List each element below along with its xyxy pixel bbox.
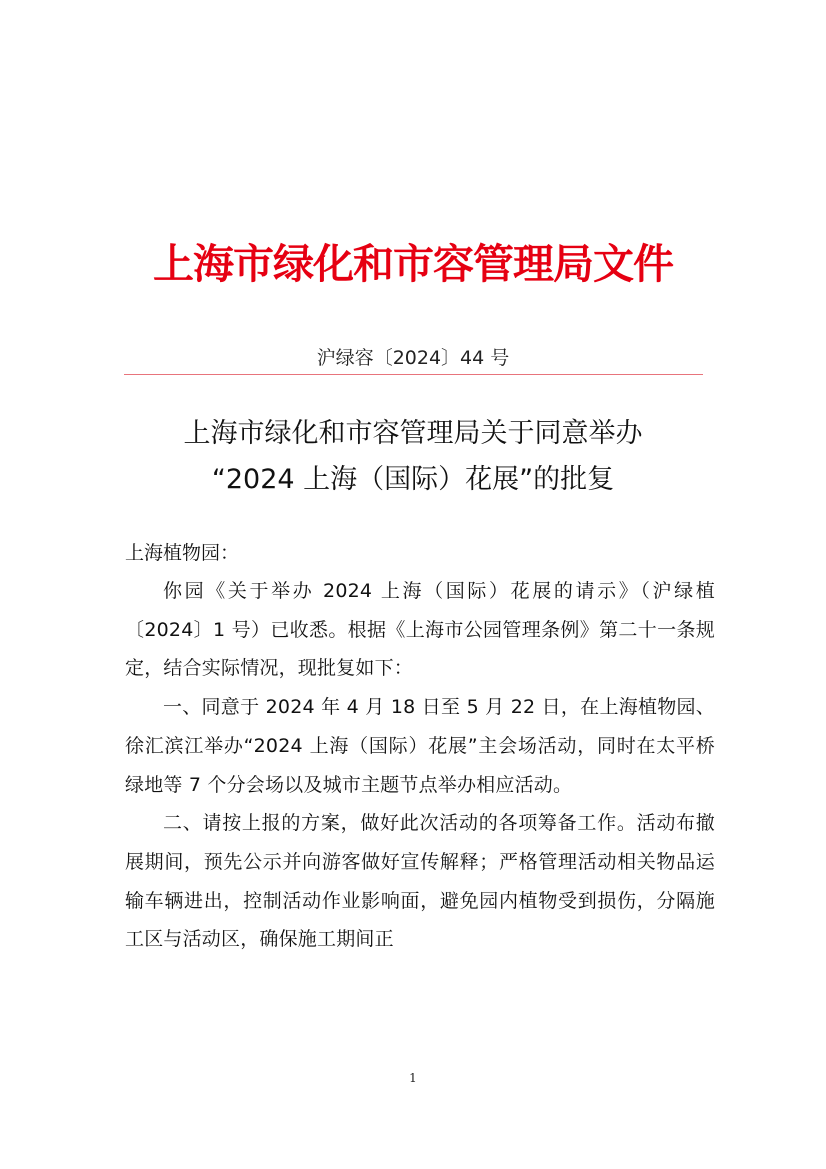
page-number: 1 (409, 1071, 417, 1085)
title-line-2: “2024 上海（国际）花展”的批复 (211, 464, 615, 495)
title-line-1: 上海市绿化和市容管理局关于同意举办 (183, 418, 643, 449)
body-paragraph: 一、同意于 2024 年 4 月 18 日至 5 月 22 日，在上海植物园、徐汇滨江举办“2024 上海（国际）花展”主会场活动，同时在太平桥绿地等 7 个分会场以及城市主题节点举办相应活动。 (125, 696, 715, 796)
body-paragraph: 二、请按上报的方案，做好此次活动的各项筹备工作。活动布撤展期间，预先公示并向游客做好宣传解释；严格管理活动相关物品运输车辆进出，控制活动作业影响面，避免园内植物受到损伤，分隔施工区与活动区，确保施工期间正 (125, 812, 715, 951)
red-divider-line (124, 374, 703, 375)
issuer-heading: 上海市绿化和市容管理局文件 (153, 240, 673, 288)
salutation: 上海植物园： (125, 542, 240, 564)
document-title (0, 411, 826, 503)
document-number: 沪绿容〔2024〕44 号 (316, 347, 510, 369)
document-body (125, 534, 715, 959)
body-paragraph: 你园《关于举办 2024 上海（国际）花展的请示》（沪绿植〔2024〕1 号）已收悉。根据《上海市公园管理条例》第二十一条规定，结合实际情况，现批复如下： (125, 580, 715, 680)
